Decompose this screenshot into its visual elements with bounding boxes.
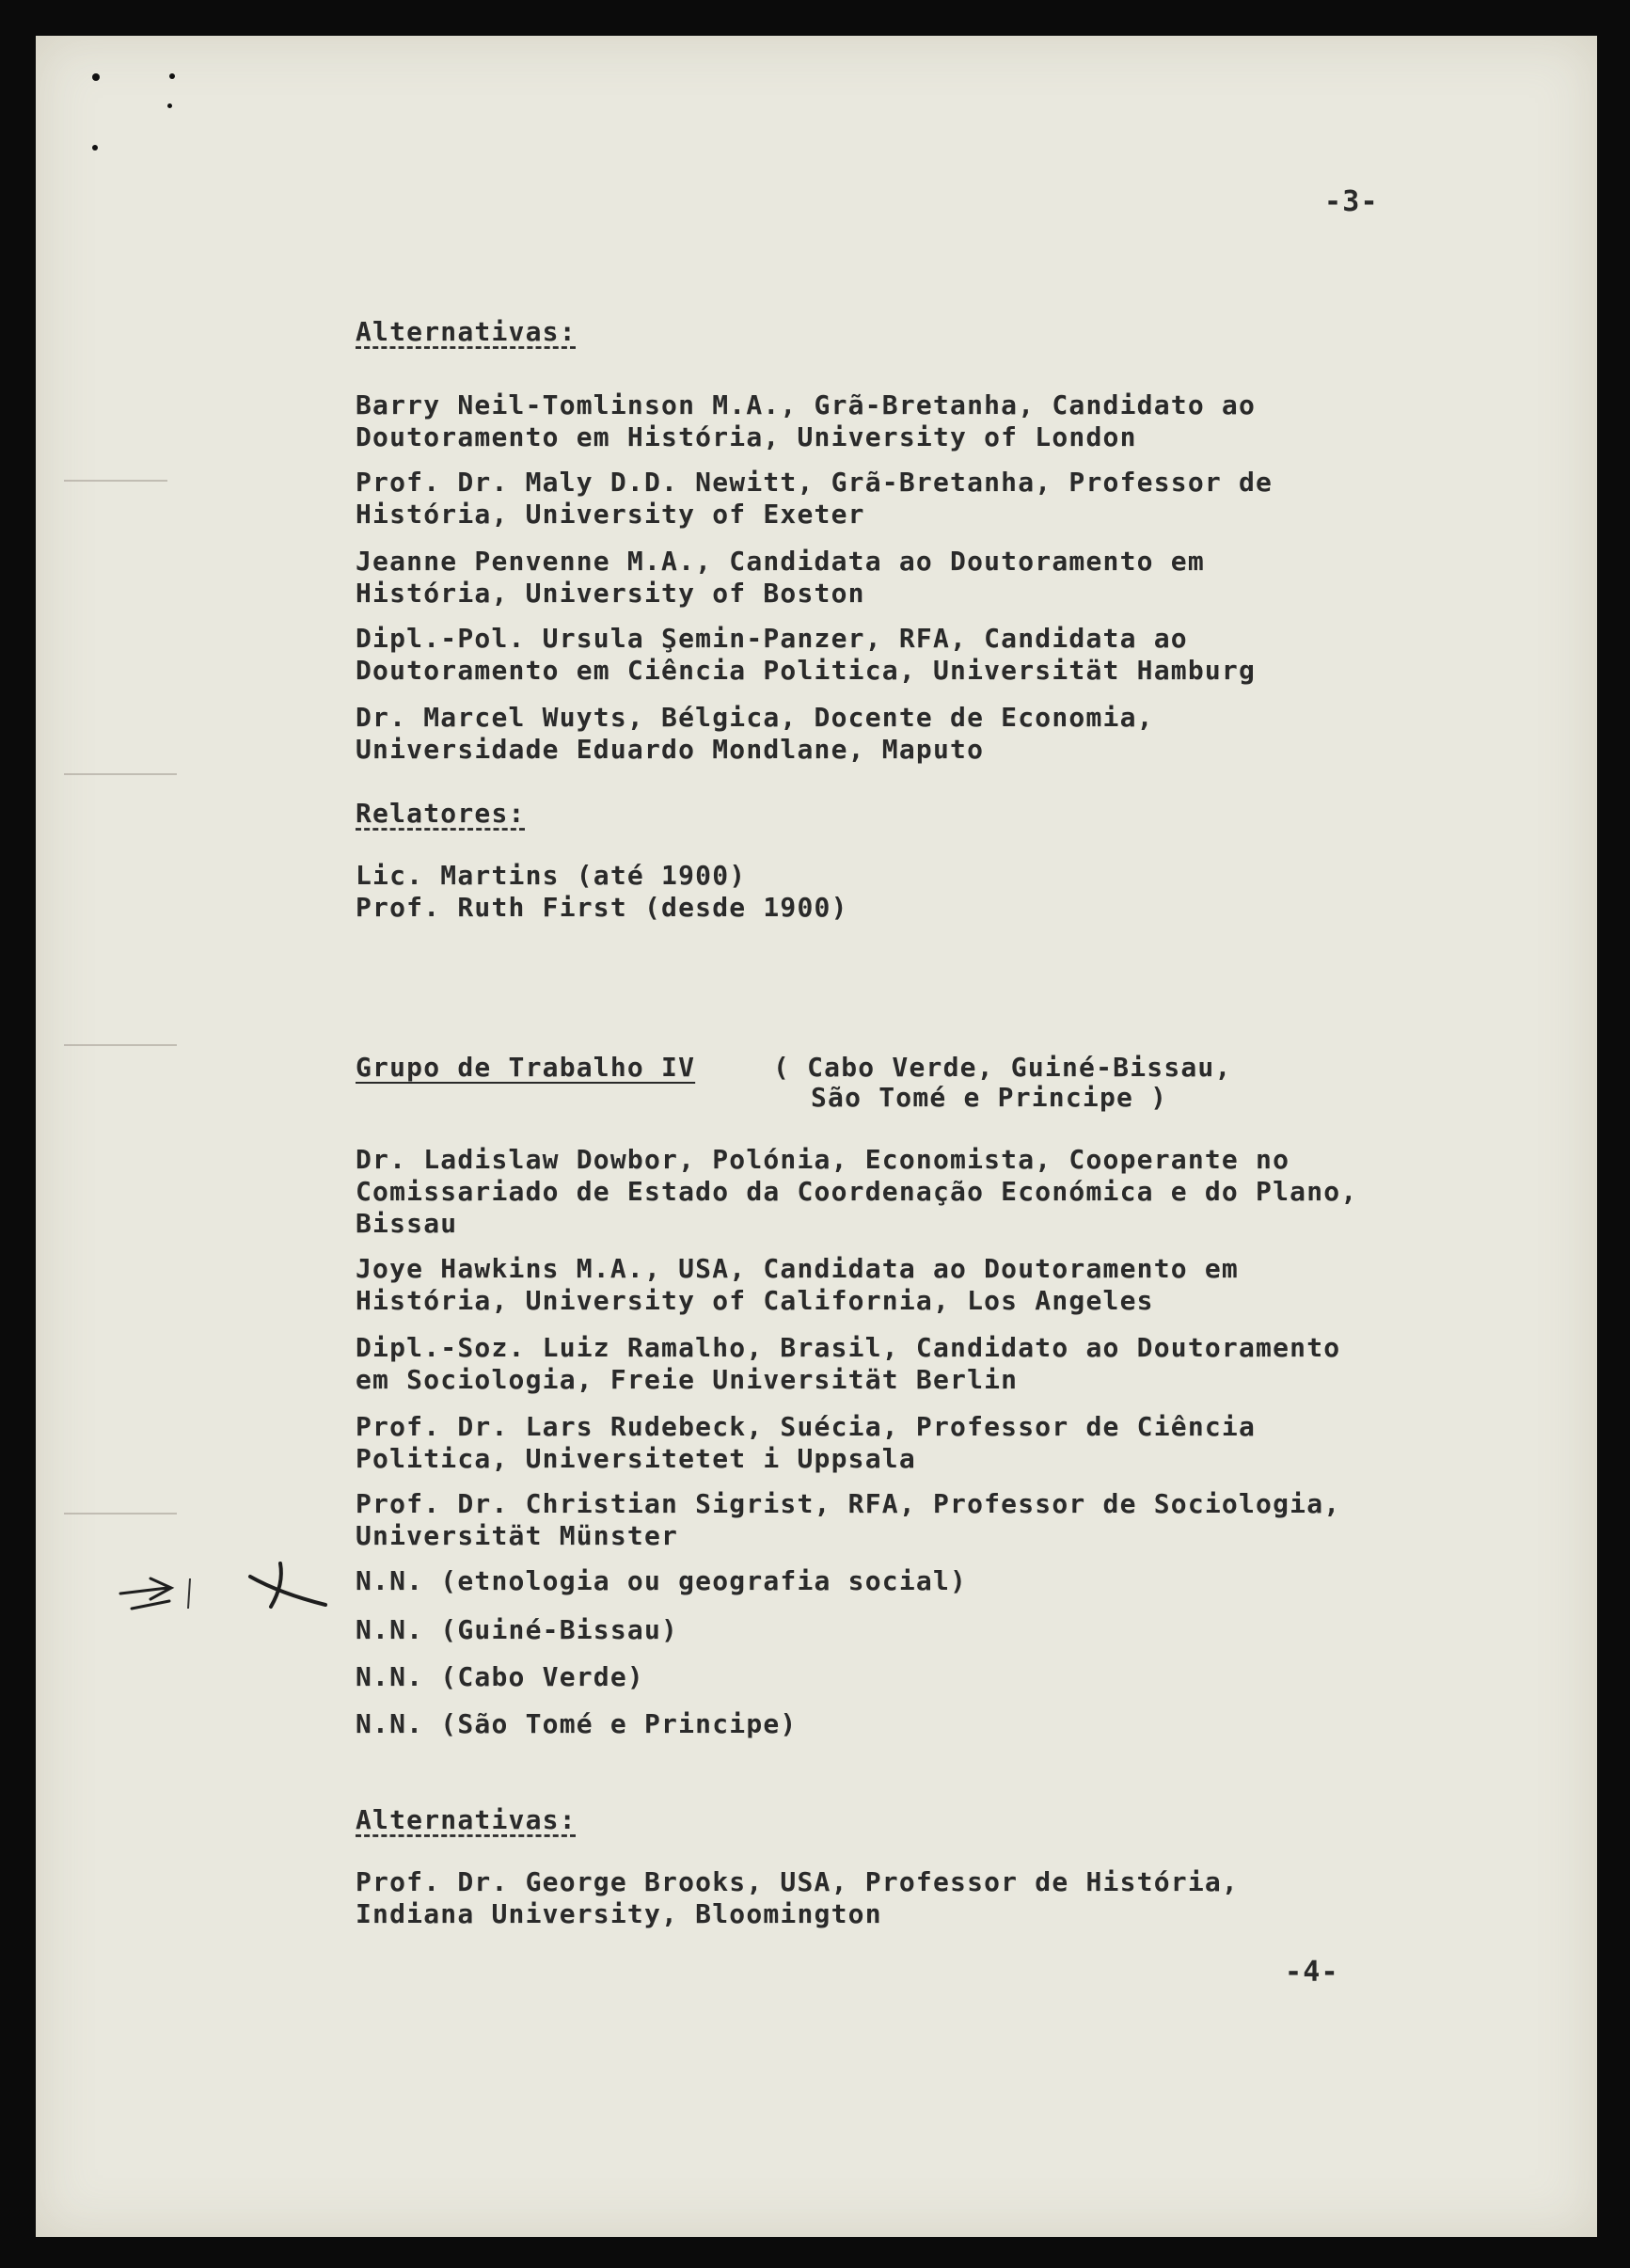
entry-line: Indiana University, Bloomington: [356, 1898, 882, 1929]
nn-line: N.N. (São Tomé e Principe): [356, 1708, 798, 1739]
ink-speck: [92, 73, 100, 81]
entry: [356, 623, 1256, 687]
section-heading-alternativas-2: Alternativas:: [356, 1804, 577, 1835]
ink-speck: [167, 103, 172, 108]
relatores-list: [356, 860, 848, 924]
section-heading-grupo: Grupo de Trabalho IV: [356, 1052, 696, 1083]
entry-line: em Sociologia, Freie Universität Berlin: [356, 1364, 1019, 1395]
entry-line: Jeanne Penvenne M.A., Candidata ao Doutoramento em: [356, 546, 1205, 577]
entry-line: Bissau: [356, 1208, 458, 1239]
entry-line: História, University of Exeter: [356, 499, 865, 530]
entry-line: Prof. Dr. Christian Sigrist, RFA, Professor de Sociologia,: [356, 1488, 1341, 1519]
entry: [356, 1488, 1340, 1552]
nn-line: N.N. (etnologia ou geografia social): [356, 1565, 968, 1596]
entry-list-alternativas: [356, 389, 1256, 453]
entry-line: Prof. Dr. Lars Rudebeck, Suécia, Professor de Ciência: [356, 1411, 1257, 1442]
handwritten-arrow-mark: [113, 1567, 226, 1624]
section-heading-relatores: Relatores:: [356, 798, 526, 829]
binder-mark: [64, 1513, 177, 1515]
entry-line: Politica, Universitetet i Uppsala: [356, 1443, 916, 1474]
relator-line: Lic. Martins (até 1900): [356, 860, 747, 891]
entry-line: Dipl.-Pol. Ursula Şemin-Panzer, RFA, Candidata ao: [356, 623, 1188, 654]
section-heading-alternativas: Alternativas:: [356, 316, 577, 347]
entry-line: Prof. Dr. Maly D.D. Newitt, Grã-Bretanha, Professor de: [356, 467, 1274, 498]
entry: [356, 546, 1205, 610]
grupo-subtitle-line1: ( Cabo Verde, Guiné-Bissau,: [773, 1052, 1232, 1083]
entry-line: Dr. Ladislaw Dowbor, Polónia, Economista, Cooperante no: [356, 1144, 1290, 1175]
ink-speck: [92, 145, 98, 151]
entry-line: Universidade Eduardo Mondlane, Maputo: [356, 734, 985, 765]
binder-mark: [64, 773, 177, 775]
entry: [356, 1144, 1357, 1240]
page-number-bottom: -4-: [1285, 1956, 1339, 1989]
entry-line: Doutoramento em História, University of London: [356, 421, 1137, 452]
entry: [356, 1253, 1239, 1317]
entry-line: Barry Neil-Tomlinson M.A., Grã-Bretanha, Candidato ao: [356, 389, 1257, 420]
ink-speck: [169, 73, 175, 79]
entry-line: História, University of Boston: [356, 578, 865, 609]
nn-line: N.N. (Guiné-Bissau): [356, 1614, 679, 1645]
entry-line: Universität Münster: [356, 1520, 679, 1551]
entry-line: Comissariado de Estado da Coordenação Económica e do Plano,: [356, 1176, 1358, 1207]
nn-line: N.N. (Cabo Verde): [356, 1661, 644, 1692]
entry-line: Dipl.-Soz. Luiz Ramalho, Brasil, Candidato ao Doutoramento: [356, 1332, 1341, 1363]
entry: [356, 1411, 1256, 1475]
relator-line: Prof. Ruth First (desde 1900): [356, 892, 848, 923]
binder-mark: [64, 480, 167, 482]
page-number-top: -3-: [1324, 185, 1379, 218]
entry: [356, 1332, 1340, 1396]
grupo-subtitle-line2: São Tomé e Principe ): [811, 1082, 1168, 1113]
entry-line: Dr. Marcel Wuyts, Bélgica, Docente de Economia,: [356, 702, 1154, 733]
entry-line: Prof. Dr. George Brooks, USA, Professor de História,: [356, 1866, 1239, 1897]
entry-line: Doutoramento em Ciência Politica, Universität Hamburg: [356, 655, 1257, 686]
binder-mark: [64, 1044, 177, 1046]
entry-line: História, University of California, Los Angeles: [356, 1285, 1154, 1316]
entry: [356, 1866, 1239, 1930]
handwritten-x-mark: [243, 1556, 337, 1612]
entry-line: Joye Hawkins M.A., USA, Candidata ao Doutoramento em: [356, 1253, 1239, 1284]
entry: [356, 467, 1273, 531]
entry: [356, 702, 1154, 766]
